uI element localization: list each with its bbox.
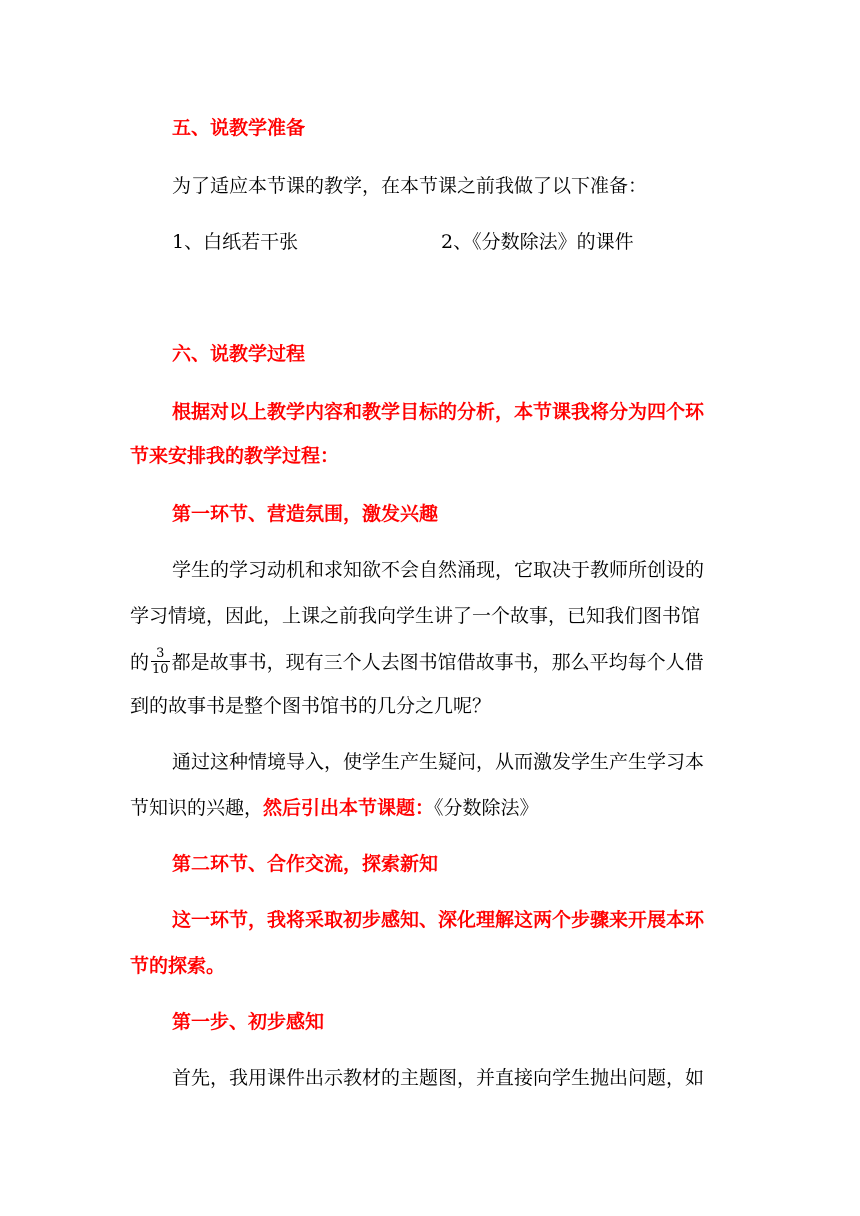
stage-1-para-1-line-4: 到的故事书是整个图书馆书的几分之几呢？ [130,695,492,717]
section-5-intro: 为了适应本节课的教学，在本节课之前我做了以下准备： [172,175,648,197]
para-2-plain-text: 节知识的兴趣， [130,797,264,819]
stage-1-para-1-line-3 [130,648,704,679]
stage-2-lead-line-2: 节的探索。 [130,955,226,977]
stage-2-lead-line-1: 这一环节，我将采取初步感知、深化理解这两个步骤来开展本环 [172,909,705,931]
stage-1-para-2-line-1: 通过这种情境导入，使学生产生疑问，从而激发学生产生学习本 [172,751,705,773]
line-3-prefix: 的 [130,651,150,674]
section-6-lead-line-2: 节来安排我的教学过程： [130,445,340,467]
stage-2-heading: 第二环节、合作交流，探索新知 [172,853,439,875]
preparation-item-2: 2、《分数除法》的课件 [441,231,634,253]
stage-1-para-1-line-2: 学习情境，因此，上课之前我向学生讲了一个故事，已知我们图书馆 [130,605,701,627]
fraction-denominator: 10 [152,662,169,677]
preparation-item-1: 1、白纸若干张 [172,231,299,253]
stage-1-para-2-line-2 [130,794,539,822]
section-6-lead-text-1: 根据对以上教学内容和教学目标的分析，本节课我将分为四个环 [172,401,705,423]
lesson-title: 《分数除法》 [434,797,539,819]
stage-1-heading: 第一环节、营造氛围，激发兴趣 [172,503,439,525]
line-3-suffix: 都是故事书，现有三个人去图书馆借故事书，那么平均每个人借 [171,651,704,674]
section-6-heading: 六、说教学过程 [172,343,306,365]
para-2-red-text: 然后引出本节课题： [263,797,435,819]
stage-1-para-1-line-1: 学生的学习动机和求知欲不会自然涌现，它取决于教师所创设的 [172,559,705,581]
section-5-heading: 五、说教学准备 [172,117,306,139]
fraction-3-10 [151,646,170,677]
step-1-para-line-1: 首先，我用课件出示教材的主题图，并直接向学生抛出问题，如 [172,1067,705,1089]
fraction-numerator: 3 [151,646,170,662]
section-6-lead-line-1 [172,398,730,426]
step-1-heading: 第一步、初步感知 [172,1011,325,1033]
